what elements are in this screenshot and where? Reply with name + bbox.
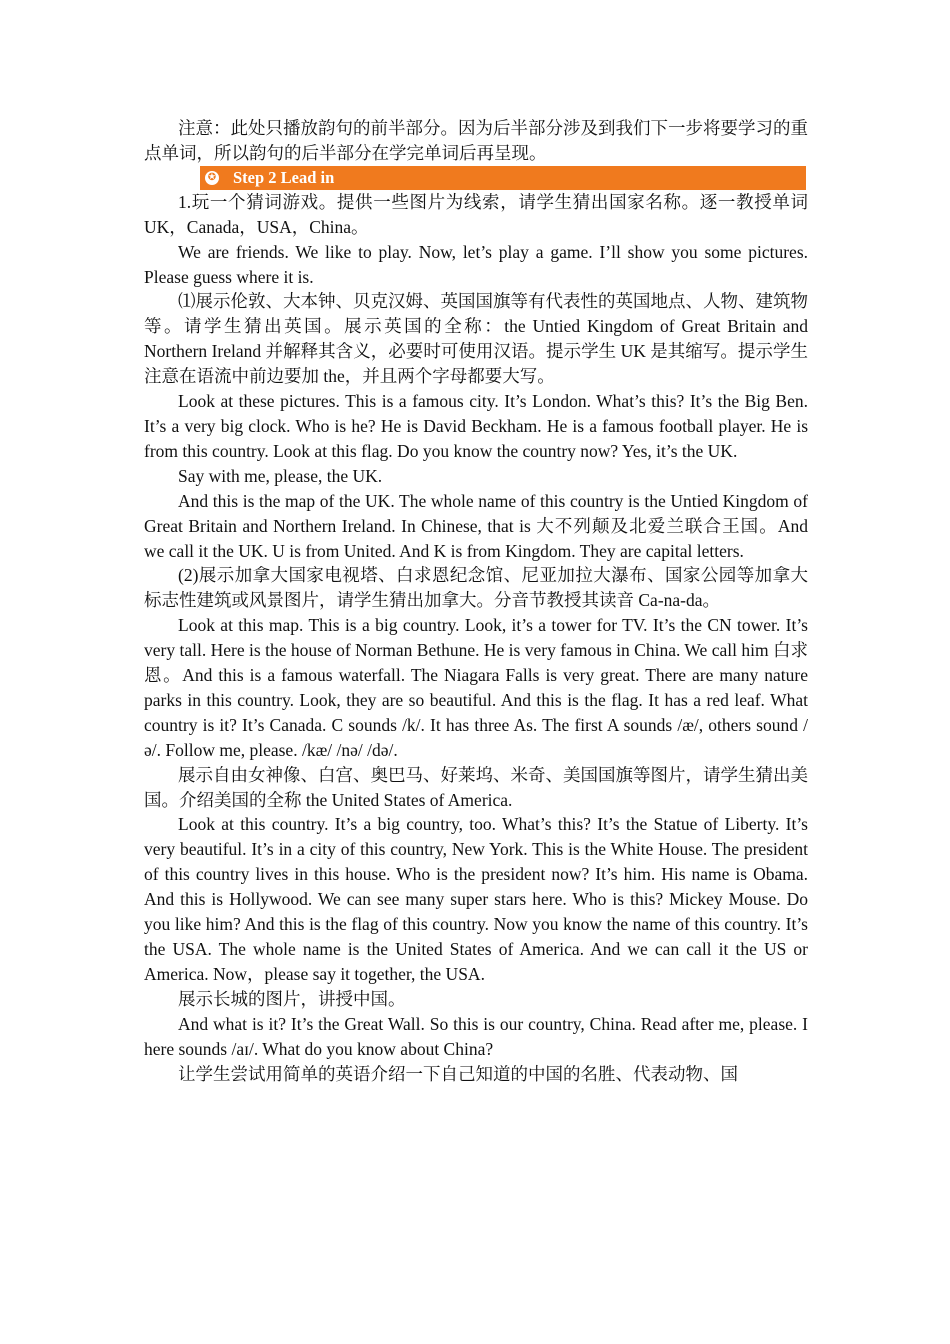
paragraph-canada-dialogue: Look at this map. This is a big country. Look, it’s a tower for TV. It’s the CN tower. It’s very tall. Here is the house of Norman Bethune. He is very famous in China. We call him 白求恩。And this is a famous waterfall. The Niagara Falls is very great. There are many nature parks in this country. Look, they are so beautiful. And this is the flag. It has a red leaf. What country is it? It’s Canada. C sounds /k/. It has three As. The first A sounds /æ/, others sound /ə/. Follow me, please. /kæ/ /nə/ /də/. [144,615,808,760]
paragraph-uk-map: And this is the map of the UK. The whole name of this country is the Untied Kingdom of Great Britain and Northern Ireland. In Chinese, that is 大不列颠及北爱兰联合王国。And we call it the UK. U is from United. And K is from Kingdom. They are capital letters. [144,490,808,561]
paragraph-china-task: 让学生尝试用简单的英语介绍一下自己知道的中国的名胜、代表动物、国 [178,1063,738,1084]
paragraph-guess-game: 1.玩一个猜词游戏。提供一些图片为线索，请学生猜出国家名称。逐一教授单词 UK，Canada，USA，China。 [144,191,808,237]
paragraph-canada-instructions: (2)展示加拿大国家电视塔、白求恩纪念馆、尼亚加拉大瀑布、国家公园等加拿大标志性建筑或风景图片，请学生猜出加拿大。分音节教授其读音 Ca-na-da。 [144,565,808,611]
step-header-label: Step 2 Lead in [233,167,335,187]
paragraph-usa-instructions: 展示自由女神像、白宫、奥巴马、好莱坞、米奇、美国国旗等图片，请学生猜出美国。介绍美国的全称 the United States of America. [144,764,808,810]
paragraph-usa-dialogue: Look at this country. It’s a big country, too. What’s this? It’s the Statue of Liberty. It’s very beautiful. It’s in a city of this country, New York. This is the White House. The president of this country lives in this house. Who is the president now? It’s him. His name is Obama. And this is Hollywood. We can see many super stars here. Who is this? Mickey Mouse. Do you like him? And this is the flag of this country. Now you know the name of this country. It’s the USA. The whole name is the United States of America. And we can call it the US or America. Now，please say it together, the USA. [144,814,808,984]
paragraph-intro-dialogue: We are friends. We like to play. Now, let’s play a game. I’ll show you some pictures. Please guess where it is. [144,241,808,287]
paragraph-china-dialogue: And what is it? It’s the Great Wall. So this is our country, China. Read after me, please. I here sounds /aɪ/. What do you know about China? [144,1013,808,1059]
paragraph-say-uk: Say with me, please, the UK. [178,465,383,486]
note-paragraph: 注意：此处只播放韵句的前半部分。因为后半部分涉及到我们下一步将要学习的重点单词，所以韵句的后半部分在学完单词后再呈现。 [144,118,808,163]
paragraph-uk-instructions: ⑴展示伦敦、大本钟、贝克汉姆、英国国旗等有代表性的英国地点、人物、建筑物等。请学生猜出英国。展示英国的全称：the Untied Kingdom of Great Britain and Northern Ireland 并解释其含义，必要时可使用汉语。提示学生 UK 是其缩写。提示学生注意在语流中前边要加 the，并且两个字母都要大写。 [144,291,808,387]
star-badge-icon: ✪ [205,171,219,185]
document-page [144,116,808,1086]
paragraph-china-instructions: 展示长城的图片，讲授中国。 [178,988,406,1009]
step-header [200,166,806,190]
paragraph-uk-dialogue: Look at these pictures. This is a famous city. It’s London. What’s this? It’s the Big Ben. It’s a very big clock. Who is he? He is David Beckham. He is a famous football player. He is from this country. Look at this flag. Do you know the country now? Yes, it’s the UK. [144,391,808,461]
